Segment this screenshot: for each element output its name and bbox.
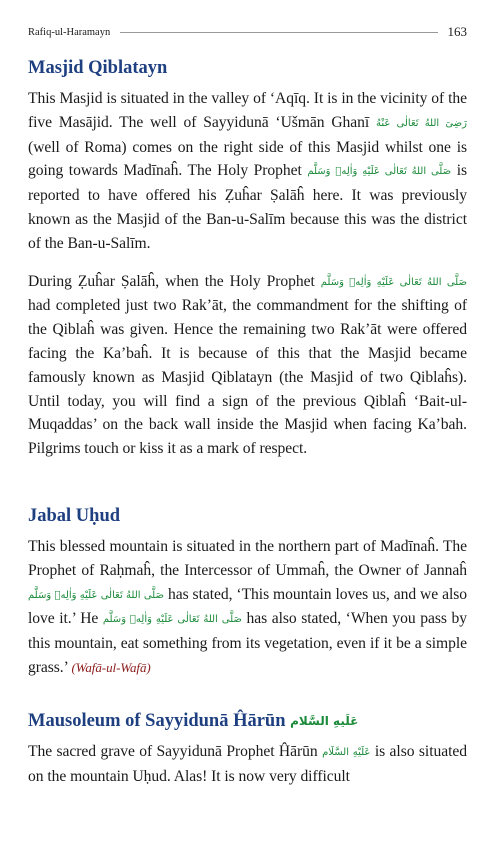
text-run: has also stated, ‘When you pass by this mountain, eat something from its vegetation, even if it be a simple grass.’ — [28, 610, 467, 676]
page-header — [28, 22, 467, 42]
honorific-salla: صَلَّى اللهُ تَعَالٰى عَلَيْهِ وَاٰلِهٖ وَسَلَّم — [28, 589, 164, 601]
section-title-masjid-qiblatayn: Masjid Qiblatayn — [28, 58, 168, 78]
honorific-title: عَلَيهِ السَّلام — [290, 713, 359, 728]
paragraph — [28, 740, 467, 789]
paragraph — [28, 270, 467, 461]
source-citation: (Wafā-ul-Wafā) — [71, 659, 151, 675]
text-run: The sacred grave of Sayyidunā Prophet Ĥārūn — [28, 742, 323, 760]
text-run: has stated, ‘This mountain loves us, and we also love it.’ He — [28, 585, 467, 628]
text-run: During Ẓuĥar Ṣalāĥ, when the Holy Prophet — [28, 272, 321, 290]
honorific-alayhi: عَلَيْهِ السَّلَام — [322, 746, 371, 758]
honorific-radi: رَضِىَ اللهُ تَعَالٰى عَنْهُ — [376, 117, 468, 129]
text-run: This Masjid is situated in the valley of ‘Aqīq. It is in the vicinity of the five Masājid. The well of Sayyidunā ‘Ušmān Ghanī — [28, 90, 467, 131]
text-run: This blessed mountain is situated in the northern part of Madīnaĥ. The Prophet of Raḥmaĥ, the Intercessor of Ummaĥ, the Owner of Jannaĥ — [28, 537, 467, 579]
text-run: is reported to have offered his Ẓuĥar Ṣalāĥ here. It was previously known as the Masjid of the Ban-u-Salīm because this was the district of the Ban-u-Salīm. — [28, 162, 467, 252]
honorific-salla: صَلَّى اللهُ تَعَالٰى عَلَيْهِ وَاٰلِهٖ وَسَلَّم — [307, 166, 452, 178]
section-title-jabal-uhud: Jabal Uḥud — [28, 505, 121, 526]
paragraph — [28, 535, 467, 680]
page-number: 163 — [447, 24, 467, 39]
text-run: is also situated on the mountain Uḥud. Alas! It is now very difficult — [28, 742, 467, 785]
book-title: Rafiq-ul-Haramayn — [28, 26, 111, 38]
text-run: had completed just two Rak’āt, the commandment for the shifting of the Qiblaĥ was given. Hence the remaining two Rak’āt were offered facing the Ka’baĥ. It is because of this that the Masjid became famously known as Masjid Qiblatayn (the Masjid of two Qiblaĥs). Until today, you will find a sign of the previous Qiblaĥ ‘Bait-ul-Muqaddas’ on the back wall inside the Masjid when facing Ka’bah. Pilgrims touch or kiss it as a mark of respect. — [28, 297, 467, 458]
text-run: (well of Roma) comes on the right side of this Masjid whilst one is going towards Madīnaĥ. The Holy Prophet — [28, 138, 467, 180]
paragraph — [28, 87, 467, 256]
section-title-text: Mausoleum of Sayyidunā Ĥārūn — [28, 710, 286, 731]
section-title-mausoleum-harun — [28, 708, 467, 734]
honorific-salla: صَلَّى اللهُ تَعَالٰى عَلَيْهِ وَاٰلِهٖ وَسَلَّم — [102, 614, 242, 626]
page-content — [28, 55, 467, 788]
honorific-salla: صَلَّى اللهُ تَعَالٰى عَلَيْهِ وَاٰلِهٖ وَسَلَّم — [320, 276, 467, 288]
header-rule — [120, 32, 437, 33]
